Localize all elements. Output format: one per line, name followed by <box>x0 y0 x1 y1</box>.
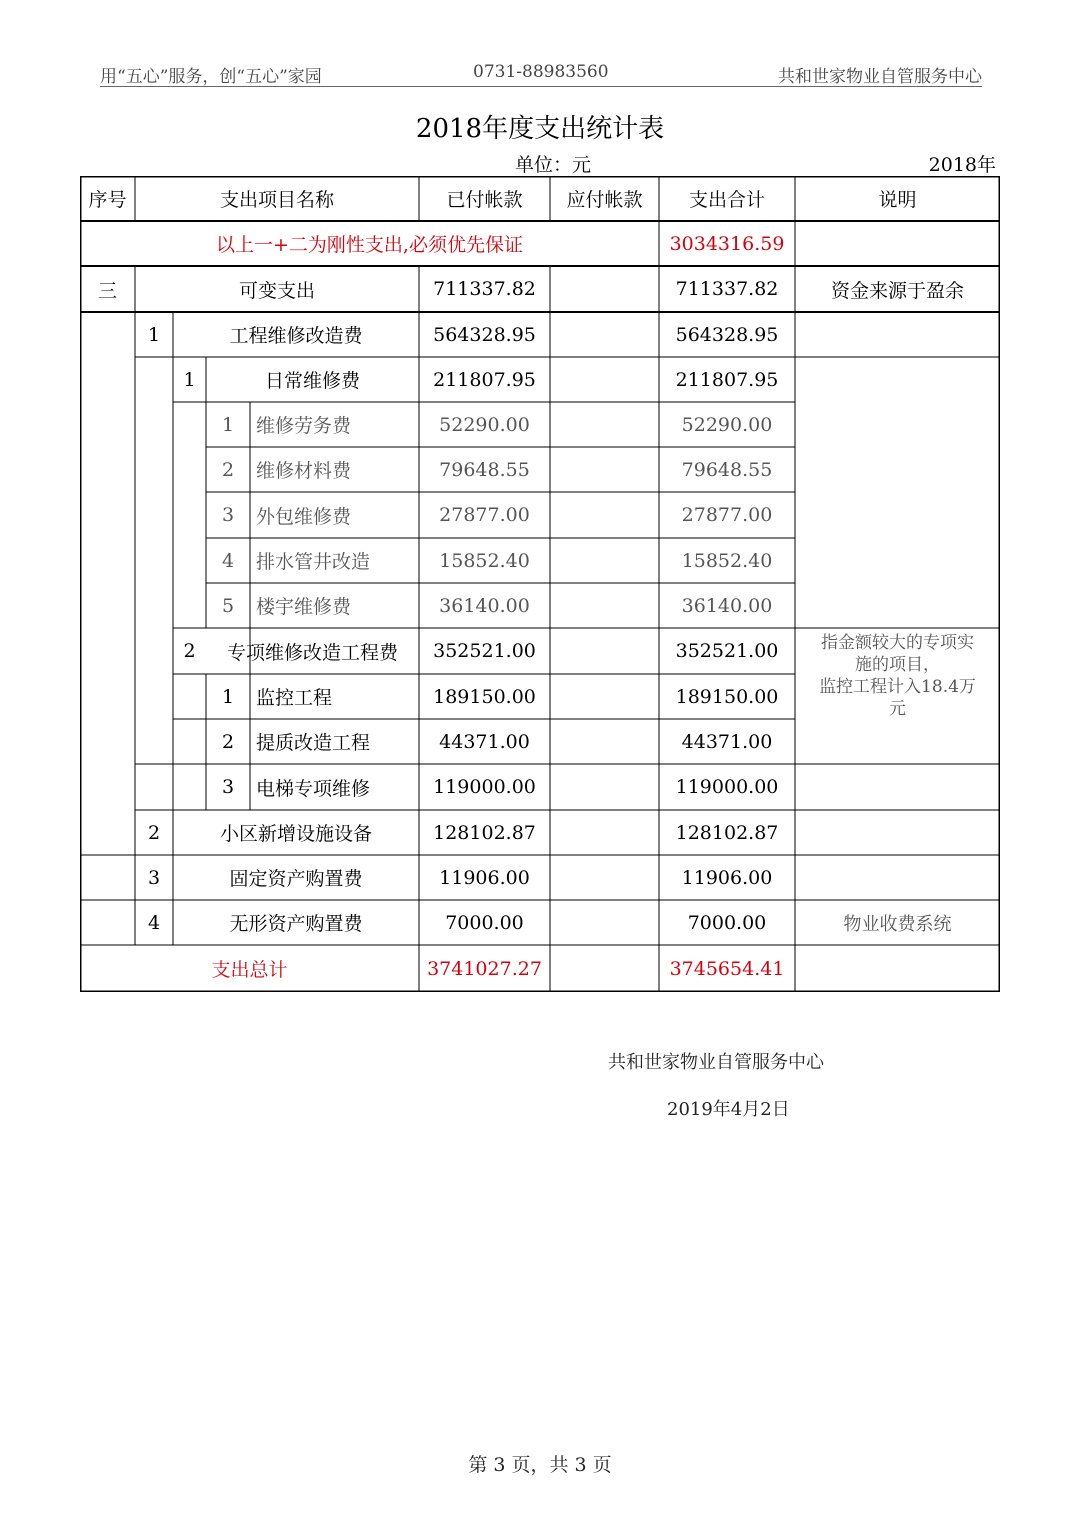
table-row-name: 日常维修费 <box>264 370 360 392</box>
table-row-name: 固定资产购置费 <box>229 868 363 890</box>
unit-label: 单位：元 <box>515 154 592 176</box>
table-row-paid: 211807.95 <box>433 368 536 391</box>
header-phone: 0731-88983560 <box>473 62 609 82</box>
table-row-total: 564328.95 <box>675 323 779 346</box>
rigid-expense-label: 以上一+二为刚性支出,必须优先保证 <box>216 234 523 256</box>
table-row-total: 44371.00 <box>681 730 773 753</box>
table-row-paid: 44371.00 <box>439 730 530 753</box>
table-title: 2018年度支出统计表 <box>415 114 665 144</box>
section-paid: 711337.82 <box>433 278 536 300</box>
col-header-payable: 应付帐款 <box>566 189 643 211</box>
table-row-seq: 2 <box>221 458 235 481</box>
col-header-paid: 已付帐款 <box>446 189 523 211</box>
table-row-total: 36140.00 <box>681 594 773 617</box>
intangible-note: 物业收费系统 <box>843 913 952 935</box>
grand-total-label: 支出总计 <box>211 959 288 981</box>
table-row-total: 119000.00 <box>675 776 779 798</box>
table-row-seq: 3 <box>147 866 161 889</box>
table-row-name: 提质改造工程 <box>256 732 371 754</box>
table-row-seq: 5 <box>221 594 235 617</box>
special-project-note <box>795 632 1000 720</box>
header-slogan: 用“五心”服务，创“五心”家园 <box>100 67 322 87</box>
col-header-name: 支出项目名称 <box>219 189 334 211</box>
table-row-seq: 3 <box>221 504 235 526</box>
table-row-name: 监控工程 <box>256 687 333 709</box>
section-seq: 三 <box>97 279 117 302</box>
table-row-total: 211807.95 <box>675 368 779 391</box>
year-label: 2018年 <box>928 154 996 176</box>
page-number: 第 3 页，共 3 页 <box>468 1454 612 1476</box>
rigid-expense-total: 3034316.59 <box>669 232 785 255</box>
note-line: 元 <box>889 699 906 719</box>
grand-total-sum: 3745654.41 <box>669 957 785 980</box>
grand-total-paid: 3741027.27 <box>427 957 542 980</box>
table-row-total: 52290.00 <box>681 413 773 436</box>
col-header-total: 支出合计 <box>688 189 765 211</box>
note-line: 监控工程计入18.4万 <box>819 677 976 697</box>
table-row-paid: 564328.95 <box>433 323 536 346</box>
table-row-seq: 1 <box>221 413 235 436</box>
table-row-paid: 189150.00 <box>433 685 536 708</box>
col-header-seq: 序号 <box>88 189 127 211</box>
table-row-seq: 3 <box>221 776 235 798</box>
expense-table <box>80 176 1000 992</box>
section-name: 可变支出 <box>238 279 315 302</box>
table-row-name: 电梯专项维修 <box>256 777 371 800</box>
table-row-name: 楼宇维修费 <box>256 596 352 618</box>
table-row-total: 7000.00 <box>687 911 767 934</box>
note-line: 施的项目， <box>855 655 940 675</box>
table-row-paid: 15852.40 <box>439 549 530 572</box>
table-row-paid: 79648.55 <box>439 458 530 481</box>
table-row-total: 79648.55 <box>681 458 773 481</box>
table-row-seq: 2 <box>183 640 196 662</box>
table-row-total: 128102.87 <box>675 821 779 844</box>
table-row-paid: 11906.00 <box>439 866 530 889</box>
table-row-name: 外包维修费 <box>256 505 352 528</box>
section-note: 资金来源于盈余 <box>830 279 964 302</box>
col-header-note: 说明 <box>878 189 917 211</box>
table-row-total: 189150.00 <box>675 685 779 708</box>
signature-date: 2019年4月2日 <box>667 1099 790 1120</box>
table-row-name: 维修劳务费 <box>256 415 352 437</box>
table-row-paid: 128102.87 <box>433 821 536 844</box>
table-row-seq: 4 <box>221 549 235 572</box>
table-row-paid: 352521.00 <box>433 640 536 662</box>
note-line: 指金额较大的专项实 <box>821 633 974 653</box>
table-row-seq: 4 <box>147 911 161 934</box>
section-total: 711337.82 <box>675 278 779 300</box>
table-row-seq: 2 <box>221 730 235 753</box>
header-org: 共和世家物业自管服务中心 <box>778 67 982 87</box>
table-row-name: 小区新增设施设备 <box>219 823 372 845</box>
table-row-paid: 27877.00 <box>439 504 530 526</box>
table-row-seq: 1 <box>183 368 196 391</box>
header-underline <box>100 86 982 87</box>
table-row-name: 排水管井改造 <box>256 551 371 573</box>
table-row-name: 专项维修改造工程费 <box>226 641 398 664</box>
table-row-total: 11906.00 <box>681 866 773 889</box>
table-row-total: 27877.00 <box>681 504 773 526</box>
table-row-name: 维修材料费 <box>256 460 352 482</box>
table-row-name: 无形资产购置费 <box>229 913 363 935</box>
table-row-paid: 52290.00 <box>439 413 530 436</box>
table-row-name: 工程维修改造费 <box>229 325 363 347</box>
table-row-total: 352521.00 <box>675 640 779 662</box>
table-row-seq: 1 <box>221 685 235 708</box>
table-row-total: 15852.40 <box>681 549 773 572</box>
table-row-paid: 7000.00 <box>445 911 524 934</box>
table-row-seq: 2 <box>147 821 161 844</box>
table-row-paid: 119000.00 <box>433 776 536 798</box>
table-row-paid: 36140.00 <box>439 594 530 617</box>
signature-org: 共和世家物业自管服务中心 <box>608 1052 824 1073</box>
table-row-seq: 1 <box>147 323 161 346</box>
